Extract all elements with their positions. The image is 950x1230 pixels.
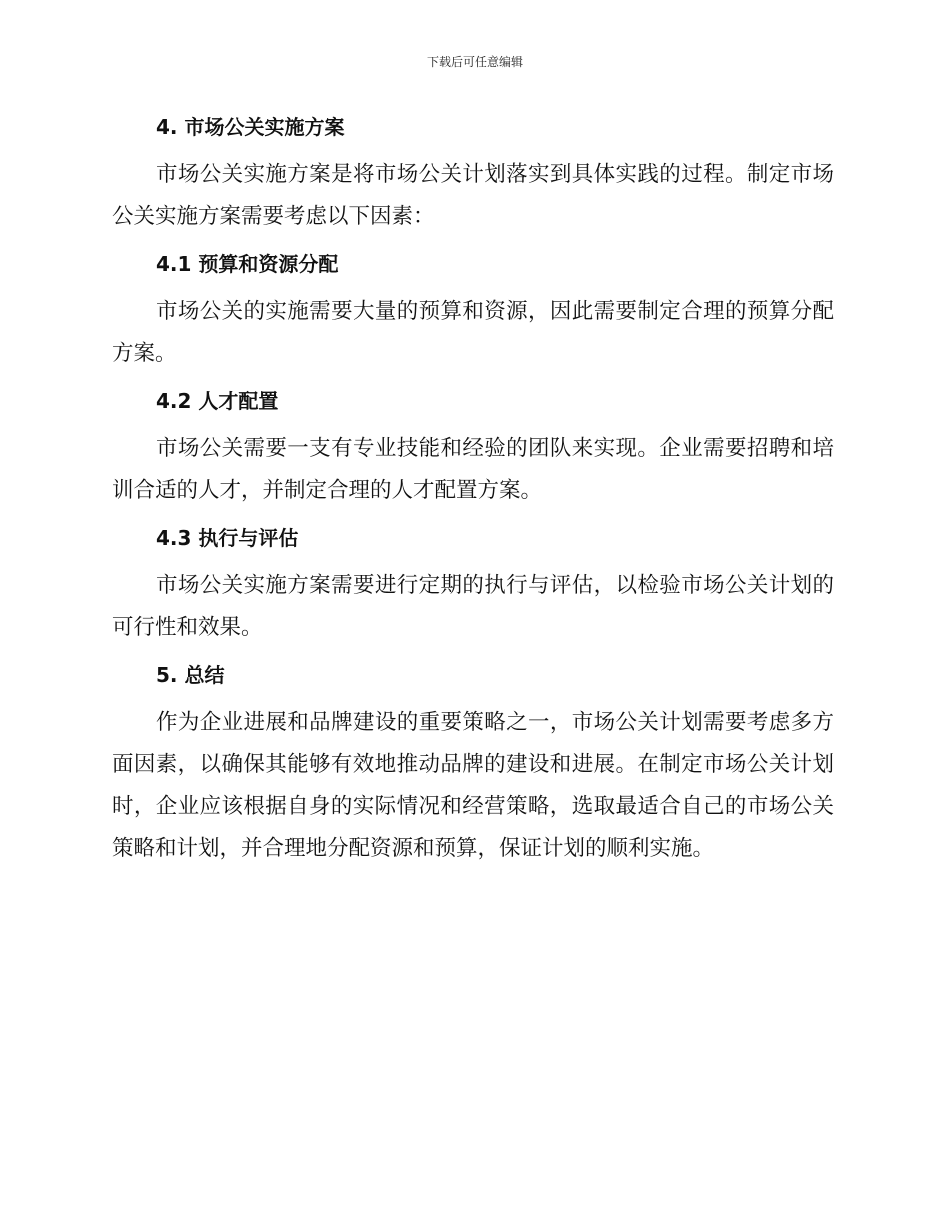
section-paragraph-4-1: 市场公关的实施需要大量的预算和资源，因此需要制定合理的预算分配方案。 xyxy=(112,299,834,366)
section-paragraph-4: 市场公关实施方案是将市场公关计划落实到具体实践的过程。制定市场公关实施方案需要考虑以下因素： xyxy=(112,162,834,229)
section-heading-5: 5. 总结 xyxy=(156,663,225,687)
section-heading-4-3: 4.3 执行与评估 xyxy=(156,526,299,550)
section-heading-4-1: 4.1 预算和资源分配 xyxy=(156,252,339,276)
section-paragraph-4-3: 市场公关实施方案需要进行定期的执行与评估，以检验市场公关计划的可行性和效果。 xyxy=(112,573,834,640)
page-header: 下载后可任意编辑 xyxy=(426,55,523,69)
section-paragraph-5: 作为企业进展和品牌建设的重要策略之一，市场公关计划需要考虑多方面因素，以确保其能够有效地推动品牌的建设和进展。在制定市场公关计划时，企业应该根据自身的实际情况和经营策略，选取最适合自己的市场公关策略和计划，并合理地分配资源和预算，保证计划的顺利实施。 xyxy=(112,710,834,861)
section-paragraph-4-2: 市场公关需要一支有专业技能和经验的团队来实现。企业需要招聘和培训合适的人才，并制定合理的人才配置方案。 xyxy=(112,436,834,503)
section-heading-4: 4. 市场公关实施方案 xyxy=(156,115,345,139)
section-heading-4-2: 4.2 人才配置 xyxy=(156,389,279,413)
document-body xyxy=(112,112,834,870)
